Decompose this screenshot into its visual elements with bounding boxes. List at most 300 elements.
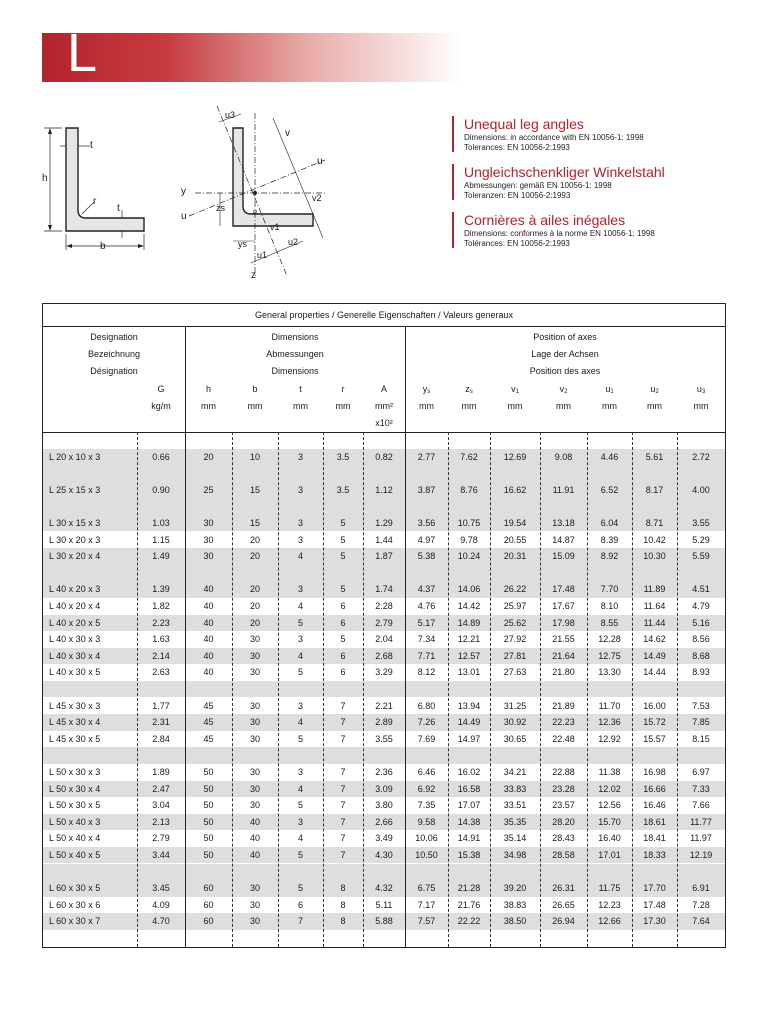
value-cell: 15 (249, 517, 260, 528)
value-cell: 12.23 (598, 899, 621, 910)
value-cell: 40 (203, 584, 214, 595)
value-cell: 7.66 (692, 800, 710, 811)
value-cell: 5.88 (375, 916, 393, 927)
angle-profile-drawing (40, 118, 160, 258)
group-divider (405, 326, 406, 947)
value-cell: 30 (203, 534, 214, 545)
designation-de: Bezeichnung (87, 349, 141, 359)
label-u-bottom: u (181, 211, 187, 222)
section-banner (42, 33, 462, 82)
table-row (43, 913, 725, 930)
value-cell: 30 (249, 634, 260, 645)
value-cell: 20.55 (503, 534, 527, 545)
column-symbol-A: A (380, 384, 387, 394)
value-cell: 5.17 (417, 617, 436, 628)
value-cell: 5 (340, 584, 346, 595)
value-cell: 34.21 (503, 766, 527, 777)
value-cell: 30 (249, 899, 260, 910)
dimensions-de: Abmessungen (266, 349, 324, 359)
column-symbol-v2: $v_2$ (559, 384, 568, 395)
value-cell: 8.17 (645, 484, 664, 495)
column-divider (232, 432, 233, 947)
label-zs: zs (216, 203, 225, 213)
table-row (43, 648, 725, 665)
value-cell: 8.12 (417, 667, 436, 678)
column-symbol-v1: $v_1$ (511, 384, 519, 395)
value-cell: 30 (249, 700, 260, 711)
value-cell: 7 (340, 800, 346, 811)
value-cell: 8 (340, 916, 346, 927)
value-cell: 1.44 (375, 534, 393, 545)
value-cell: 6 (340, 600, 346, 611)
value-cell: 27.63 (503, 667, 527, 678)
value-cell: 2.84 (152, 733, 170, 744)
title-en-main: Unequal leg angles (464, 116, 584, 132)
value-cell: 1.03 (152, 517, 170, 528)
table-row (43, 797, 725, 814)
value-cell: 10.50 (415, 849, 438, 860)
value-cell: 8.39 (600, 534, 619, 545)
value-cell: 20 (249, 584, 260, 595)
value-cell: 45 (203, 717, 214, 728)
value-cell: 5.61 (645, 451, 664, 462)
value-cell: 3.49 (375, 833, 393, 844)
value-cell: 1.77 (152, 700, 170, 711)
value-cell: 11.77 (690, 816, 712, 827)
value-cell: 12.57 (457, 650, 481, 661)
designation-cell: L 60 x 30 x 7 (49, 916, 101, 927)
value-cell: 7 (340, 717, 346, 728)
value-cell: 3 (297, 484, 303, 495)
value-cell: 7.35 (417, 800, 436, 811)
value-cell: 18.41 (643, 833, 666, 844)
title-en-tolerances: Tolerances: EN 10056-2:1993 (464, 142, 570, 152)
value-cell: 4 (297, 833, 303, 844)
value-cell: 10.06 (415, 833, 438, 844)
label-u3: u3 (225, 110, 236, 120)
value-cell: 3 (297, 517, 303, 528)
value-cell: 11.91 (552, 484, 575, 495)
table-row (43, 814, 725, 831)
value-cell: 7.26 (417, 717, 436, 728)
value-cell: 12.56 (598, 800, 621, 811)
value-cell: 14.49 (457, 717, 481, 728)
designation-cell: L 40 x 20 x 4 (49, 600, 101, 611)
table-row (43, 482, 725, 499)
value-cell: 20 (249, 600, 260, 611)
table-row (43, 631, 725, 648)
table-row (43, 532, 725, 549)
label-u1: u1 (257, 250, 268, 260)
axes-en: Position of axes (533, 332, 597, 342)
value-cell: 7.69 (417, 733, 436, 744)
value-cell: 33.83 (503, 783, 527, 794)
label-u2: u2 (288, 237, 299, 247)
value-cell: 5.29 (692, 534, 710, 545)
value-cell: 20 (249, 534, 260, 545)
value-cell: 26.31 (552, 883, 575, 894)
column-divider (278, 432, 279, 947)
value-cell: 8 (340, 883, 346, 894)
value-cell: 12.02 (598, 783, 621, 794)
value-cell: 1.87 (375, 551, 393, 562)
value-cell: 3.09 (375, 783, 393, 794)
title-en (452, 116, 752, 152)
value-cell: 21.64 (552, 650, 575, 661)
value-cell: 2.47 (152, 783, 170, 794)
value-cell: 11.89 (643, 584, 666, 595)
column-symbol-u2: $u_2$ (650, 384, 659, 395)
value-cell: 7.71 (417, 650, 436, 661)
value-cell: 15.09 (552, 551, 575, 562)
value-cell: 17.30 (643, 916, 666, 927)
label-y: y (181, 186, 186, 197)
title-fr-tolerances: Tolérances: EN 10056-2:1993 (464, 238, 570, 248)
value-cell: 3.55 (375, 733, 393, 744)
value-cell: 7.85 (692, 717, 710, 728)
label-u-top: u (317, 156, 323, 167)
value-cell: 60 (203, 883, 214, 894)
value-cell: 11.97 (690, 833, 712, 844)
value-cell: 50 (203, 800, 214, 811)
table-row (43, 615, 725, 632)
value-cell: 3.56 (417, 517, 436, 528)
designation-cell: L 40 x 20 x 3 (49, 584, 101, 595)
value-cell: 45 (203, 733, 214, 744)
value-cell: 14.62 (643, 634, 666, 645)
value-cell: 2.72 (692, 451, 710, 462)
value-cell: 7 (340, 700, 346, 711)
value-cell: 14.38 (457, 816, 481, 827)
value-cell: 4 (297, 600, 303, 611)
value-cell: 38.83 (503, 899, 527, 910)
column-symbol-ys: $y_s$ (422, 384, 431, 395)
value-cell: 6.91 (692, 883, 710, 894)
value-cell: 16.00 (643, 700, 666, 711)
table-row (43, 581, 725, 598)
value-cell: 6.75 (417, 883, 436, 894)
value-cell: 8.56 (692, 634, 710, 645)
value-cell: 7.70 (600, 584, 619, 595)
value-cell: 23.28 (552, 783, 575, 794)
value-cell: 6 (340, 667, 346, 678)
value-cell: 17.48 (643, 899, 666, 910)
value-cell: 2.28 (375, 600, 393, 611)
value-cell: 3.04 (152, 800, 170, 811)
value-cell: 5.38 (417, 551, 436, 562)
value-cell: 60 (203, 899, 214, 910)
value-cell: 5 (297, 800, 303, 811)
value-cell: 30 (249, 783, 260, 794)
value-cell: 15.70 (598, 816, 621, 827)
value-cell: 45 (203, 700, 214, 711)
value-cell: 14.42 (457, 600, 481, 611)
column-unit-u3: mm (693, 401, 709, 411)
value-cell: 15.72 (643, 717, 666, 728)
table-row (43, 449, 725, 466)
column-divider (677, 432, 678, 947)
value-cell: 3 (297, 451, 303, 462)
value-cell: 30 (249, 667, 260, 678)
value-cell: 12.66 (598, 916, 621, 927)
value-cell: 30.92 (503, 717, 527, 728)
value-cell: 9.78 (460, 534, 478, 545)
value-cell: 50 (203, 849, 214, 860)
value-cell: 10.42 (643, 534, 666, 545)
value-cell: 15 (249, 484, 260, 495)
value-cell: 35.35 (503, 816, 527, 827)
value-cell: 6.97 (692, 766, 710, 777)
value-cell: 6.04 (600, 517, 619, 528)
label-r: r (93, 196, 97, 207)
value-cell: 6.80 (417, 700, 436, 711)
value-cell: 17.98 (552, 617, 575, 628)
designation-cell: L 50 x 40 x 4 (49, 833, 101, 844)
value-cell: 1.63 (152, 634, 170, 645)
value-cell: 28.43 (552, 833, 575, 844)
value-cell: 17.01 (598, 849, 621, 860)
value-cell: 4 (297, 783, 303, 794)
value-cell: 6 (297, 899, 303, 910)
group-spacer (43, 498, 725, 515)
column-unit-b: mm (247, 401, 263, 411)
value-cell: 17.67 (552, 600, 575, 611)
value-cell: 5 (297, 667, 303, 678)
value-cell: 12.28 (598, 634, 621, 645)
dimensions-en: Dimensions (271, 332, 319, 342)
value-cell: 3.55 (692, 517, 710, 528)
value-cell: 3.87 (417, 484, 436, 495)
value-cell: 2.14 (152, 650, 170, 661)
dimensions-fr: Dimensions (271, 366, 319, 376)
designation-cell: L 30 x 20 x 4 (49, 551, 101, 562)
value-cell: 8.93 (692, 667, 710, 678)
value-cell: 1.74 (375, 584, 393, 595)
value-cell: 2.63 (152, 667, 170, 678)
value-cell: 11.44 (643, 617, 666, 628)
value-cell: 30 (249, 733, 260, 744)
label-t2: t (117, 203, 120, 214)
value-cell: 30.65 (503, 733, 527, 744)
value-cell: 7.53 (692, 700, 710, 711)
value-cell: 20 (249, 617, 260, 628)
title-fr-main: Cornières à ailes inégales (464, 212, 626, 228)
value-cell: 16.66 (643, 783, 666, 794)
value-cell: 7.34 (417, 634, 436, 645)
value-cell: 14.87 (552, 534, 575, 545)
value-cell: 21.80 (552, 667, 575, 678)
value-cell: 5 (340, 551, 346, 562)
group-spacer (43, 465, 725, 482)
value-cell: 2.23 (152, 617, 170, 628)
column-unit-u2: mm (647, 401, 662, 411)
column-unit-u1: mm (602, 401, 617, 411)
value-cell: 7 (340, 833, 346, 844)
designation-cell: L 40 x 30 x 4 (49, 650, 101, 661)
value-cell: 11.64 (643, 600, 666, 611)
value-cell: 2.79 (375, 617, 393, 628)
value-cell: 4.76 (417, 600, 436, 611)
value-cell: 40 (249, 833, 260, 844)
column-unit-G: kg/m (151, 401, 171, 411)
value-cell: 4.37 (417, 584, 436, 595)
value-cell: 22.88 (552, 766, 575, 777)
value-cell: 30 (249, 650, 260, 661)
value-cell: 10 (249, 451, 260, 462)
designation-cell: L 50 x 30 x 5 (49, 800, 101, 811)
value-cell: 7 (340, 733, 346, 744)
column-symbol-zs: $z_s$ (465, 384, 473, 395)
value-cell: 5.16 (692, 617, 710, 628)
column-unit-A: mm² (375, 401, 393, 411)
value-cell: 1.15 (152, 534, 170, 545)
value-cell: 21.55 (552, 634, 575, 645)
title-fr (452, 212, 752, 248)
value-cell: 18.61 (643, 816, 666, 827)
value-cell: 1.12 (375, 484, 393, 495)
column-divider (540, 432, 541, 947)
value-cell: 30 (203, 551, 214, 562)
value-cell: 6.52 (600, 484, 619, 495)
group-spacer (43, 864, 725, 881)
label-ys: ys (238, 239, 247, 249)
value-cell: 39.20 (503, 883, 527, 894)
table-row (43, 847, 725, 864)
value-cell: 3.5 (336, 451, 350, 462)
value-cell: 3.5 (336, 484, 350, 495)
label-b: b (100, 241, 106, 252)
value-cell: 18.33 (643, 849, 666, 860)
designation-cell: L 45 x 30 x 5 (49, 733, 101, 744)
value-cell: 9.58 (417, 816, 436, 827)
value-cell: 25.97 (503, 600, 527, 611)
value-cell: 7.28 (692, 899, 710, 910)
value-cell: 50 (203, 766, 214, 777)
table-row (43, 515, 725, 532)
value-cell: 12.92 (598, 733, 621, 744)
axes-de: Lage der Achsen (531, 349, 599, 359)
value-cell: 0.66 (152, 451, 170, 462)
value-cell: 7 (340, 816, 346, 827)
value-cell: 4 (297, 717, 303, 728)
value-cell: 23.57 (552, 800, 575, 811)
value-cell: 3.45 (152, 883, 170, 894)
group-spacer (43, 681, 725, 698)
value-cell: 8.15 (692, 733, 710, 744)
value-cell: 38.50 (503, 916, 527, 927)
value-cell: 8.76 (460, 484, 478, 495)
value-cell: 1.82 (152, 600, 170, 611)
table-row (43, 764, 725, 781)
value-cell: 2.68 (375, 650, 393, 661)
value-cell: 14.91 (457, 833, 481, 844)
value-cell: 5 (297, 733, 303, 744)
designation-cell: L 40 x 20 x 5 (49, 617, 101, 628)
designation-cell: L 50 x 30 x 4 (49, 783, 101, 794)
value-cell: 28.20 (552, 816, 575, 827)
value-cell: 22.22 (457, 916, 481, 927)
title-de-main: Ungleichschenkliger Winkelstahl (464, 164, 665, 180)
designation-fr: Désignation (90, 366, 138, 376)
value-cell: 8.10 (600, 600, 619, 611)
value-cell: 14.06 (457, 584, 481, 595)
title-fr-dimensions: Dimensions: conformes à la norme EN 10056-1: 1998 (464, 229, 655, 238)
value-cell: 8.55 (600, 617, 619, 628)
value-cell: 13.94 (457, 700, 481, 711)
designation-cell: L 60 x 30 x 6 (49, 899, 101, 910)
value-cell: 1.89 (152, 766, 170, 777)
value-cell: 7.64 (692, 916, 710, 927)
value-cell: 3 (297, 634, 303, 645)
value-cell: 21.28 (457, 883, 481, 894)
value-cell: 5 (340, 634, 346, 645)
value-cell: 16.02 (457, 766, 481, 777)
value-cell: 12.36 (598, 717, 621, 728)
designation-cell: L 50 x 30 x 3 (49, 766, 101, 777)
value-cell: 12.19 (689, 849, 713, 860)
value-cell: 4.97 (417, 534, 436, 545)
value-cell: 26.65 (552, 899, 575, 910)
value-cell: 2.66 (375, 816, 393, 827)
value-cell: 40 (203, 650, 214, 661)
designation-cell: L 30 x 20 x 3 (49, 534, 101, 545)
value-cell: 8.68 (692, 650, 710, 661)
spacer (43, 380, 725, 381)
column-unit-ys: mm (419, 401, 434, 411)
value-cell: 12.69 (503, 451, 527, 462)
column-symbol-r: r (341, 384, 345, 394)
value-cell: 7 (340, 766, 346, 777)
value-cell: 17.70 (643, 883, 666, 894)
value-cell: 4.79 (692, 600, 710, 611)
value-cell: 16.40 (598, 833, 621, 844)
value-cell: 2.13 (152, 816, 170, 827)
table-row (43, 598, 725, 615)
table-row (43, 714, 725, 731)
value-cell: 20 (249, 551, 260, 562)
value-cell: 19.54 (503, 517, 527, 528)
axes-fr: Position des axes (529, 366, 601, 376)
value-cell: 2.31 (152, 717, 170, 728)
title-block (452, 116, 752, 260)
group-spacer (43, 747, 725, 764)
value-cell: 8.71 (645, 517, 664, 528)
value-cell: 3.44 (152, 849, 170, 860)
value-cell: 0.90 (152, 484, 170, 495)
column-symbol-u1: $u_1$ (605, 384, 614, 395)
column-divider (587, 432, 588, 947)
column-symbol-t: t (299, 384, 302, 394)
section-letter: L (67, 23, 98, 83)
value-cell: 40 (249, 816, 260, 827)
group-divider (185, 326, 186, 947)
value-cell: 21.76 (457, 899, 481, 910)
value-cell: 1.29 (375, 517, 393, 528)
column-unit-v1: mm (507, 401, 523, 411)
value-cell: 22.23 (552, 717, 575, 728)
value-cell: 3 (297, 534, 303, 545)
designation-cell: L 20 x 10 x 3 (49, 451, 101, 462)
table-row (43, 664, 725, 681)
value-cell: 7 (340, 783, 346, 794)
value-cell: 27.92 (503, 634, 527, 645)
value-cell: 16.58 (457, 783, 481, 794)
label-v1: v1 (270, 222, 280, 232)
value-cell: 7.17 (417, 899, 436, 910)
value-cell: 31.25 (503, 700, 527, 711)
value-cell: 50 (203, 833, 214, 844)
value-cell: 4.00 (692, 484, 710, 495)
